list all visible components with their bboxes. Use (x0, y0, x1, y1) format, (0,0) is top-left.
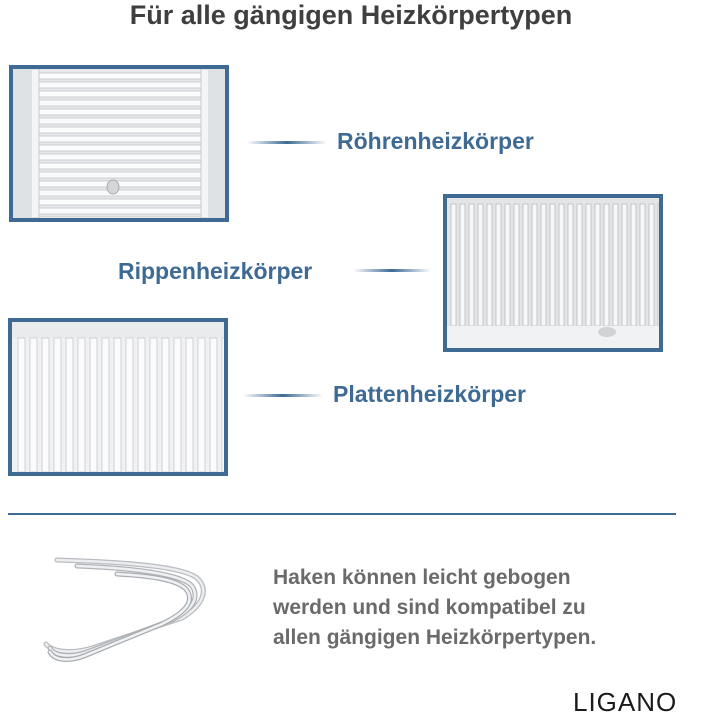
hooks-image (32, 548, 222, 663)
fin-radiator-image (443, 194, 663, 352)
section-divider (8, 513, 676, 515)
description-text (273, 563, 693, 653)
tube-radiator-image (9, 65, 229, 222)
description-line: Haken können leicht gebogen (273, 566, 571, 589)
connector-line (353, 269, 431, 272)
page-title: Für alle gängigen Heizkörpertypen (129, 0, 573, 30)
connector-line (247, 141, 327, 144)
label-panel-radiator: Plattenheizkörper (333, 381, 526, 407)
panel-radiator-image (8, 318, 228, 476)
description-line: allen gängigen Heizkörpertypen. (273, 626, 597, 649)
connector-line (243, 394, 323, 397)
label-fin-radiator: Rippenheizkörper (118, 258, 313, 284)
label-tube-radiator: Röhrenheizkörper (337, 128, 534, 154)
brand-logo: LIGANO (573, 687, 678, 717)
description-line: werden und sind kompatibel zu (273, 596, 586, 619)
